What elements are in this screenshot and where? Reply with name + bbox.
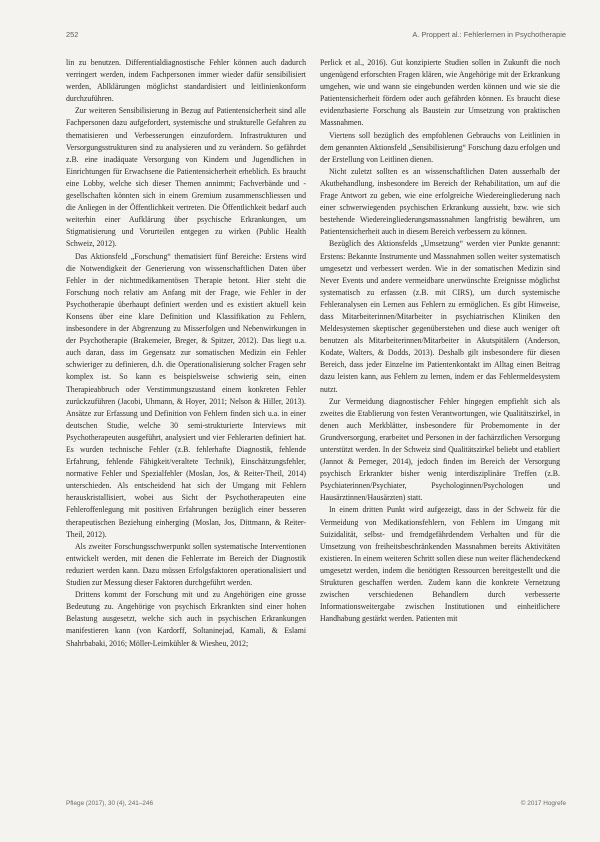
left-column — [66, 57, 306, 650]
page-number: 252 — [66, 30, 79, 39]
copyright-notice: © 2017 Hogrefe — [520, 800, 566, 807]
paragraph: In einem dritten Punkt wird aufgezeigt, dass in der Schweiz für die Vermeidung von Medikationsfehlern, von Fehlern im Umgang mit Suizidalität, selbst- und fremdgefährdendem Verhalten und für die Umsetzung von freiheitsbeschränkenden Massnahmen bereits Aktivitäten existieren. In einem weiteren Schritt sollen diese nun weiter flächendeckend umgesetzt werden, indem die benötigten Ressourcen bereitgestellt und die Strukturen geschaffen werden. Zudem kann die konkrete Vernetzung zwischen verschiedenen Behandlern durch verbesserte Informationsweitergabe zwischen Institutionen und einheitlichere Handhabung gestärkt werden. Patienten mit — [320, 505, 560, 624]
running-head — [66, 30, 566, 44]
running-head-title: A. Proppert al.: Fehlerlernen in Psychotherapie — [412, 30, 566, 39]
right-column — [320, 57, 560, 625]
paragraph: Perlick et al., 2016). Gut konzipierte Studien sollen in Zukunft die noch ungenügend erforschten Fragen klären, wie Angehörige mit der Erkrankung umgehen, wie und wann sie eingebunden werden können und wie sie die Patientensicherheit fördern oder auch gefährden können. Es braucht diese evidenzbasierte Forschung als Baustein zur Umsetzung von praktischen Massnahmen. — [320, 58, 560, 128]
paragraph: Als zweiter Forschungsschwerpunkt sollen systematische Interventionen entwickelt werden, mit denen die Fehlerrate im Bereich der Diagnostik reduziert werden kann. Dazu müssen Erfolgsfaktoren operationalisiert und Studien zur Messung dieser Faktoren durchgeführt werden. — [66, 541, 306, 588]
paragraph: Zur Vermeidung diagnostischer Fehler hingegen empfiehlt sich als zweites die Etablierung von festen Verantwortungen, wie Qualitätszirkel, in denen auch Merkblätter, insbesondere für Probemomente in der Grundversorgung, erarbeitet und Personen in der fachärztlichen Versorgung unterstützt werden. In der Schweiz sind Qualitätszirkel beliebt und etabliert (Jannot & Perneger, 2014), jedoch finden im Bereich der Versorgung psychisch Erkrankter bisher wenig interdisziplinäre Treffen (z.B. Psychiaterinnen/Psychiater, Psychologinnen/Psychologen und Hausärztinnen/Hausärzten) statt. — [320, 396, 560, 503]
paragraph: Das Aktionsfeld „Forschung“ thematisiert fünf Bereiche: Erstens wird die Notwendigkeit der Generierung von wissenschaftlichen Daten über Fehler in der nichtmedikamentösen Therapie betont. Hier steht die Forschung noch relativ am Anfang mit der Frage, wie Fehler in der Psychotherapie überhaupt definiert werden und es existiert aktuell kein Konsens über eine klare Definition und Klassifikation zu Fehlern, insbesondere in der Abgrenzung zu Misserfolgen und Nebenwirkungen in der Psychotherapie (Brakemeier, Breger, & Spitzer, 2012). Das liegt u.a. auch daran, dass im Gegensatz zur somatischen Medizin ein Fehler schwieriger zu definieren, d.h. die Operationalisierung solcher Fragen sehr komplex ist. So kann es beispielsweise schwierig sein, einen Therapieabbruch oder Verstimmungszustand einem konkreten Fehler zurückzuführen (Jacobi, Uhmann, & Hoyer, 2011; Nelson & Hiller, 2013). Ansätze zur Erfassung und Definition von Fehlern finden sich u.a. in einer deutschen Studie, welche 30 semi-strukturierte Interviews mit Psychotherapeuten ausgeführt, analysiert und vier Fehlerarten definiert hat. Es wurden technische Fehler (z.B. fehlerhafte Diagnostik, fehlende Erfahrung, fehlende Fähigkeit/veraltete Technik), Einschätzungsfehler, normative Fehler und Spezialfehler (Moslan, Jos, & Reiter-Theil, 2014) unterschieden. Als entscheidend hat sich der Umgang mit Fehlern herauskristallisiert, wobei aus Sicht der Psychotherapeuten eine Fehleroffenlegung mit positiven Erfahrungen bezüglich einer besseren therapeutischen Beziehung einherging (Moslan, Jos, Dittmann, & Reiter-Theil, 2012). — [66, 251, 306, 539]
page-footer — [66, 800, 566, 812]
paragraph: lin zu benutzen. Differentialdiagnostische Fehler können auch dadurch verringert werden, indem Fachpersonen immer wieder dafür sensibilisiert werden, Ablklärungen möglichst standardisiert und leitlinienkonform durchzuführen. — [66, 58, 306, 104]
paragraph: Drittens kommt der Forschung mit und zu Angehörigen eine grosse Bedeutung zu. Angehörige von psychisch Erkrankten sind einer hohen Belastung ausgesetzt, welche sich auch in psychischen Erkrankungen manifestieren kann (von Kardorff, Soltaninejad, Kamali, & Eslami Shahrbabaki, 2016; Möller-Leimkühler & Wiesheu, 2012; — [66, 590, 306, 648]
paragraph: Bezüglich des Aktionsfelds „Umsetzung“ werden vier Punkte genannt: Erstens: Bekannte Instrumente und Massnahmen sollen weiter systematisch umgesetzt und verbessert werden. Wie in der somatischen Medizin sind Never Events und andere vermeidbare unerwünschte Ereignisse möglichst systematisch zu erfassen (z.B. mit CIRS), um durch systemische Fehleranalysen ein Lernen aus Fehlern zu ermöglichen. Es gibt Hinweise, dass Mitarbeiterinnen/Mitarbeiter in psychiatrischen Kliniken den Meldesystemen skeptischer gegenüberstehen und diese auch weniger oft benutzen als Mitarbeiterinnen/Mitarbeiter in Akutspitälern (Anderson, Kodate, Walters, & Dodds, 2013). Deshalb gilt insbesondere für diesen Bereich, dass jeder Einzelne im Patientenkontakt im Alltag einen Beitrag dazu leisten kann, aus Fehlern zu lernen, indem er das Fehlermeldesystem nutzt. — [320, 239, 560, 394]
paragraph: Nicht zuletzt sollten es an wissenschaftlichen Daten ausserhalb der Akutbehandlung, insbesondere im Bereich der Rehabilitation, um auf die Frage Antwort zu geben, wie eine erfolgreiche Wiedereingliederung nach einer schwerwiegenden psychischen Erkrankung aussieht, bzw. wie sich bestehende Wiedereingliederungsmassnahmen langfristig bewähren, um Patientensicherheit auch in diesem Bereich verbessern zu können. — [320, 166, 560, 237]
paragraph: Viertens soll bezüglich des empfohlenen Gebrauchs von Leitlinien in dem genannten Aktionsfeld „Sensibilisierung“ Forschung dazu erfolgen und der Erstellung von Leitlinen dienen. — [320, 130, 560, 164]
journal-citation: Pflege (2017), 30 (4), 241–246 — [66, 800, 154, 807]
paragraph: Zur weiteren Sensibilisierung in Bezug auf Patientensicherheit sind alle Fachpersonen dazu aufgefordert, systemische und strukturelle Gefahren zu thematisieren und Verbesserungen einzufordern. Infrastrukturen und Versorgungsstrukturen sind zu analysieren und zu verändern. So gefährdet z.B. eine inadäquate Versorgung von Kindern und Jugendlichen in Einrichtungen für Erwachsene die Patientensicherheit erheblich. Es braucht eine Lobby, welche sich dieser Themen annimmt; Fachverbände und -gesellschaften könnten sich in einem Gremium zusammenschliessen und die Anliegen in der Öffentlichkeit vertreten. Die Öffentlichkeit bedarf auch weiterhin einer Aufklärung über psychische Erkrankungen, um Stigmatisierung und Vorurteilen entgegen zu wirken (Public Health Schweiz, 2012). — [66, 106, 306, 249]
